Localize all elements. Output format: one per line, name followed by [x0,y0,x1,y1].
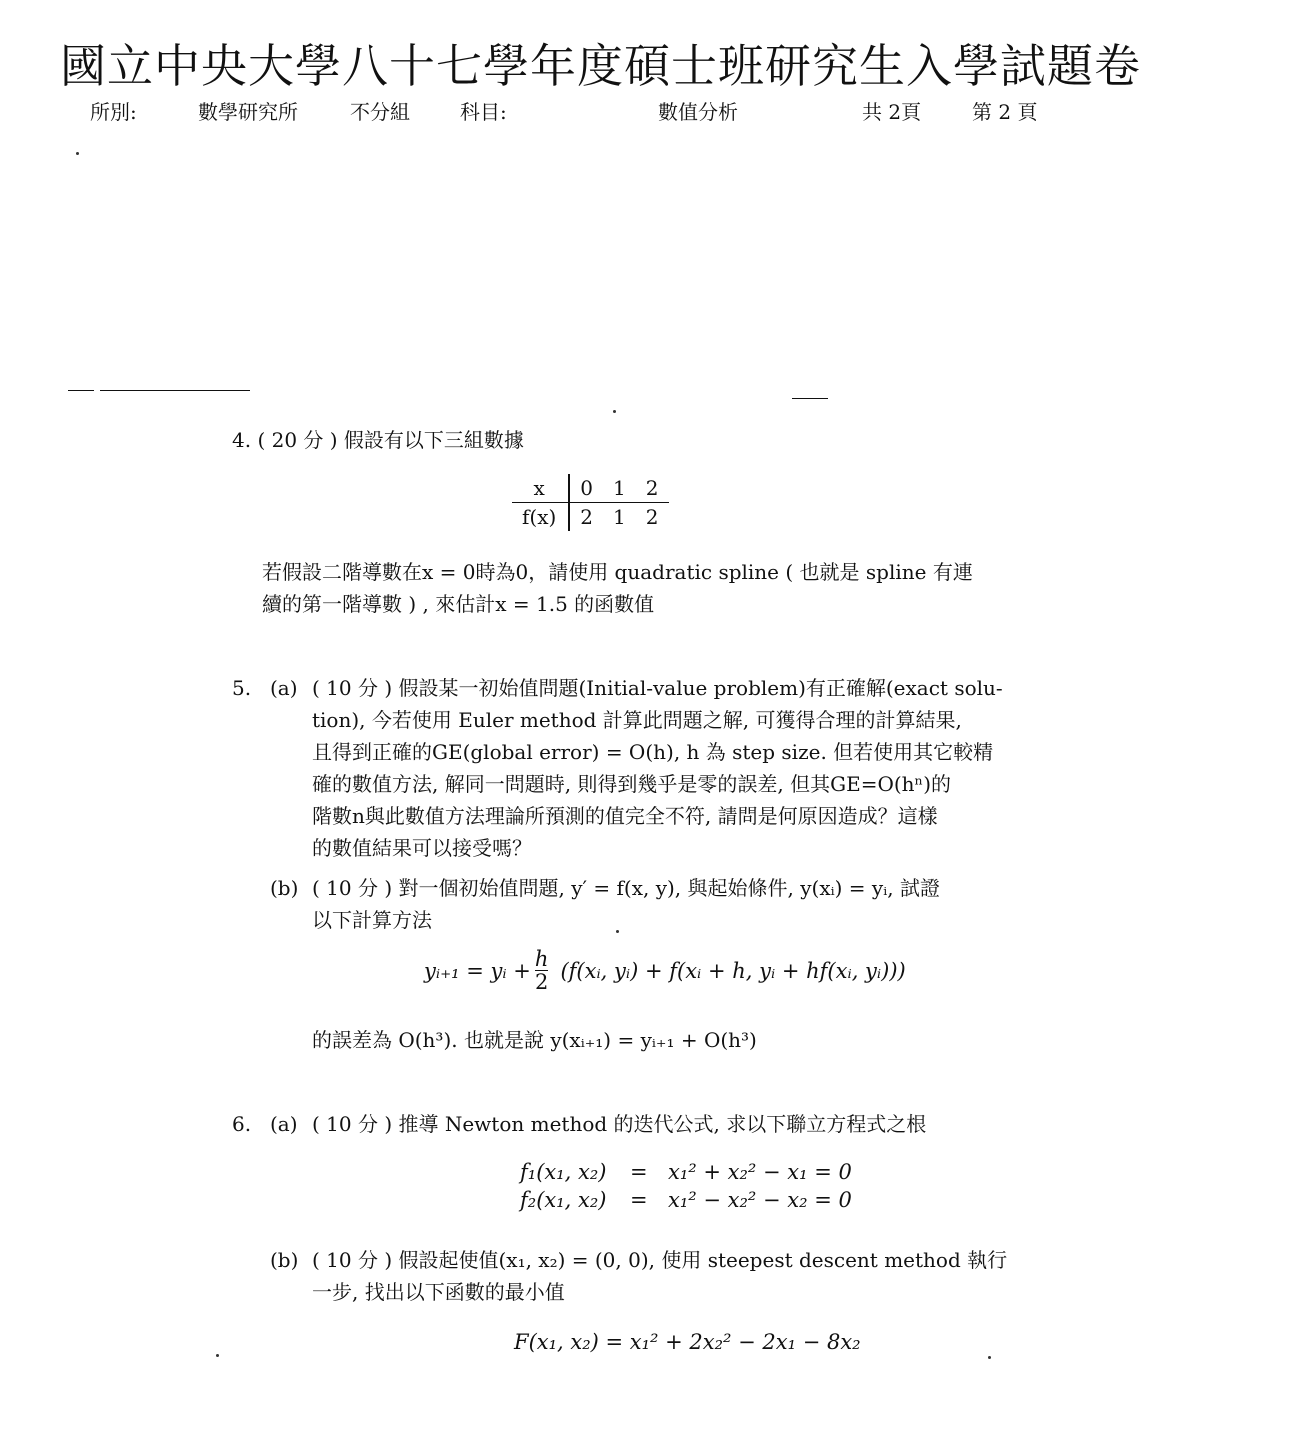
q5b-conclusion: 的誤差為 O(h³). 也就是說 y(xᵢ₊₁) = yᵢ₊₁ + O(h³) [312,1028,757,1052]
separator-dash-right [792,398,828,399]
exam-title: 國立中央大學八十七學年度碩士班研究生入學試題卷 [60,39,1141,93]
group-value: 不分組 [350,100,410,124]
fraction-denominator: 2 [534,970,549,994]
q4-heading: 4. ( 20 分 ) 假設有以下三組數據 [232,428,524,452]
q5a-line: 的數值結果可以接受嗎？ [312,836,532,860]
q4-text-line: 續的第一階導數 ) , 來估計x = 1.5 的函數值 [262,592,655,616]
q6b-formula: F(x₁, x₂) = x₁² + 2x₂² − 2x₁ − 8x₂ [514,1330,861,1354]
separator-line [100,390,250,391]
q5-number: 5. [232,676,252,700]
table-row-label-fx: f(x) [512,503,569,532]
q5b-label: (b) [270,876,299,900]
eq1-sign: = [630,1160,648,1184]
table-cell: 2 [636,474,669,503]
table-cell: 1 [603,474,636,503]
table-row-label-x: x [512,474,569,503]
table-cell: 2 [580,505,594,529]
q4-text-line: 若假設二階導數在x = 0時為0，請使用 quadratic spline ( 也就是 spline 有連 [262,560,973,584]
q6a-label: (a) [270,1112,298,1136]
eq1-rhs: x₁² + x₂² − x₁ = 0 [668,1160,852,1184]
dept-value: 數學研究所 [198,100,298,124]
separator-dash [68,390,94,391]
eq2-sign: = [630,1188,648,1212]
table-cell: 0 [569,474,603,503]
eq2-rhs: x₁² − x₂² − x₂ = 0 [668,1188,852,1212]
table-cell: 1 [613,505,626,529]
q6a-line: ( 10 分 ) 推導 Newton method 的迭代公式, 求以下聯立方程式之根 [312,1112,927,1136]
page-total: 共 2頁 [862,100,922,124]
q5a-label: (a) [270,676,298,700]
table-cell: 2 [645,505,659,529]
eq1-lhs: f₁(x₁, x₂) [520,1160,607,1184]
q5b-line: ( 10 分 ) 對一個初始值問題, y′ = f(x, y), 與起始條件, y(xᵢ) = yᵢ, 試證 [312,876,940,900]
formula-fraction [535,948,549,993]
q6b-label: (b) [270,1248,299,1272]
q6b-line: ( 10 分 ) 假設起使值(x₁, x₂) = (0, 0), 使用 steepest descent method 執行 [312,1248,1008,1272]
eq2-lhs: f₂(x₁, x₂) [520,1188,607,1212]
subject-label: 科目: [460,100,507,124]
q5a-line: 且得到正確的GE(global error) = O(h), h 為 step size. 但若使用其它較精 [312,740,994,764]
page-current: 第 2 頁 [972,100,1038,124]
scan-speck [613,410,616,413]
scan-speck [988,1356,991,1359]
formula-lhs: yᵢ₊₁ = yᵢ + [424,958,531,983]
q5a-line: ( 10 分 ) 假設某一初始值問題(Initial-value problem)有正確解(exact solu- [312,676,1003,700]
q4-data-table [512,474,669,531]
fraction-numerator: h [534,947,549,971]
q6b-line: 一步, 找出以下函數的最小值 [312,1280,565,1304]
scan-speck [616,930,619,933]
q5a-line: 確的數值方法, 解同一問題時, 則得到幾乎是零的誤差, 但其GE=O(hⁿ)的 [312,772,952,796]
dept-label: 所別: [90,100,137,124]
q5b-formula [424,948,906,993]
scan-speck [216,1354,219,1357]
formula-rhs: (f(xᵢ, yᵢ) + f(xᵢ + h, yᵢ + hf(xᵢ, yᵢ))) [560,958,906,983]
q6-number: 6. [232,1112,252,1136]
subject-value: 數值分析 [658,100,738,124]
q5b-line: 以下計算方法 [312,908,432,932]
q5a-line: tion), 今若使用 Euler method 計算此問題之解, 可獲得合理的計算結果, [312,708,962,732]
q5a-line: 階數n與此數值方法理論所預測的值完全不符, 請問是何原因造成？這樣 [312,804,938,828]
scan-speck [76,152,79,155]
